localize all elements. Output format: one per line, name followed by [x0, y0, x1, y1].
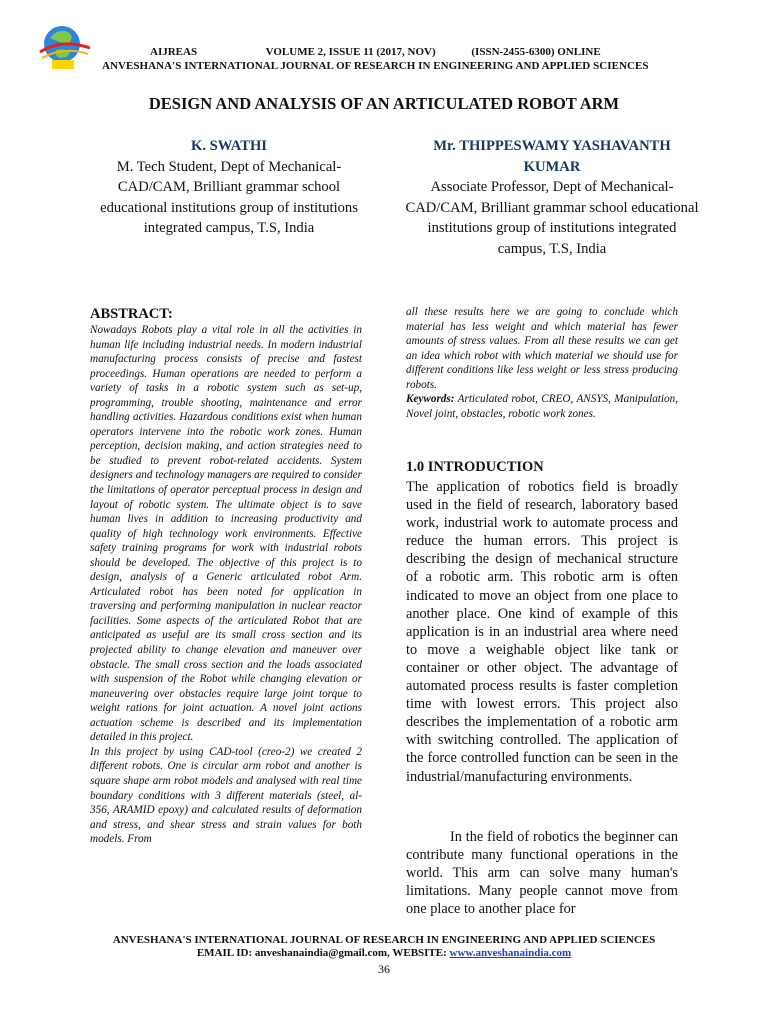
- author-name: Mr. THIPPESWAMY YASHAVANTH KUMAR: [433, 138, 671, 175]
- abstract-heading: ABSTRACT:: [90, 306, 173, 322]
- author-name: K. SWATHI: [191, 138, 267, 154]
- abstract-paragraph: Nowadays Robots play a vital role in all the activities in human life including industrial needs. In modern industrial manufacturing process consists of precise and fastest proceedings. Human operations are needed to perform a variety of tasks in a robotic system such as set-up, programming, trouble shooting, maintenance and error handling activities. Hazardous conditions exist when human operators intervene into the robotic work zones. Human perception, decision making, and action strategies need to be studied to prevent robot-related accidents. System designers and technology managers are required to consider the limitations of operator perceptual process in design and layout of robotic system. The ultimate object is to save human lives in addition to increasing productivity and quality of high technology work environments. Effective safety training programs for work with industrial robots should be developed. The objective of this project is to design, analysis of a Generic articulated robot Arm. Articulated robot has been noted for application in traversing and performing manipulation in nuclear reactor facilities. Some aspects of the articulated Robot that are anticipated as useful are its small cross section and its projected ability to change elevation and maneuver over obstacle. The small cross section and the loads associated with suspension of the Robot while changing elevation or maneuvering over obstacles require large joint torque to weight rations for joint actuation. A novel joint actions actuation scheme is described and its implementation detailed in this project.: [90, 324, 362, 744]
- author-block-2: [404, 136, 700, 259]
- abstract-body: [90, 323, 362, 847]
- keywords-text: Articulated robot, CREO, ANSYS, Manipulation, Novel joint, obstacles, robotic work zones.: [406, 393, 678, 420]
- introduction-paragraph: In the field of robotics the beginner can contribute many functional operations in the world. This arm can solve many human's limitations. Many people cannot move from one place to another place for: [406, 829, 678, 918]
- footer-contact: [0, 947, 768, 959]
- author-block-1: [98, 136, 360, 239]
- abstract-paragraph: In this project by using CAD-tool (creo-2) we created 2 different robots. One is circular arm robot and another is square shape arm robot models and analysed with real time boundary conditions with 3 different materials (steel, al-356, ARAMID epoxy) and calculated results of deformation and stress, and shear stress and strain values for both models. From: [90, 745, 362, 846]
- keywords: [406, 392, 678, 421]
- abstract-continued: [406, 305, 678, 421]
- abstract-paragraph: all these results here we are going to conclude which material has less weight and which material has fewer amounts of stress values. From all these results we can get an idea which robot with which material we should use for different conditions like less weight or less stress producing robots.: [406, 306, 678, 391]
- website-link[interactable]: www.anveshanaindia.com: [449, 947, 572, 959]
- introduction-heading: 1.0 INTRODUCTION: [406, 459, 544, 475]
- journal-logo: [38, 22, 92, 72]
- journal-volume: VOLUME 2, ISSUE 11 (2017, NOV): [265, 46, 436, 58]
- journal-full-name: ANVESHANA'S INTERNATIONAL JOURNAL OF RESEARCH IN ENGINEERING AND APPLIED SCIENCES: [102, 60, 649, 72]
- introduction-paragraph: The application of robotics field is broadly used in the field of research, laboratory based work, industrial work to automate process and reduce the human errors. This project is describing the design of mechanical structure of a robotic arm. This robotic arm is often indicated to move an object from one place to another place. One kind of example of this application is in an industrial area where need to move a weighable object like tank or container or other object. The advantage of automated process results is faster completion time with lowest errors. This project also describes the implementation of a robotic arm with switching controlled. The application of the force controlled function can be seen in the industrial/manufacturing environments.: [406, 479, 678, 785]
- footer-email: EMAIL ID: anveshanaindia@gmail.com, WEBSITE:: [196, 947, 450, 959]
- page-number: 36: [378, 962, 390, 976]
- journal-issn: (ISSN-2455-6300) ONLINE: [471, 46, 601, 58]
- author-affiliation: M. Tech Student, Dept of Mechanical-CAD/CAM, Brilliant grammar school educational institutions group of institutions integrated campus, T.S, India: [100, 158, 358, 236]
- keywords-label: Keywords:: [406, 393, 455, 406]
- journal-abbr: AIJREAS: [150, 46, 198, 58]
- author-affiliation: Associate Professor, Dept of Mechanical-CAD/CAM, Brilliant grammar school educational institutions group of institutions integrated campus, T.S, India: [405, 179, 699, 257]
- paper-title: DESIGN AND ANALYSIS OF AN ARTICULATED ROBOT ARM: [148, 94, 620, 113]
- journal-header-line: [150, 46, 601, 58]
- footer-journal-name: ANVESHANA'S INTERNATIONAL JOURNAL OF RESEARCH IN ENGINEERING AND APPLIED SCIENCES: [112, 934, 656, 946]
